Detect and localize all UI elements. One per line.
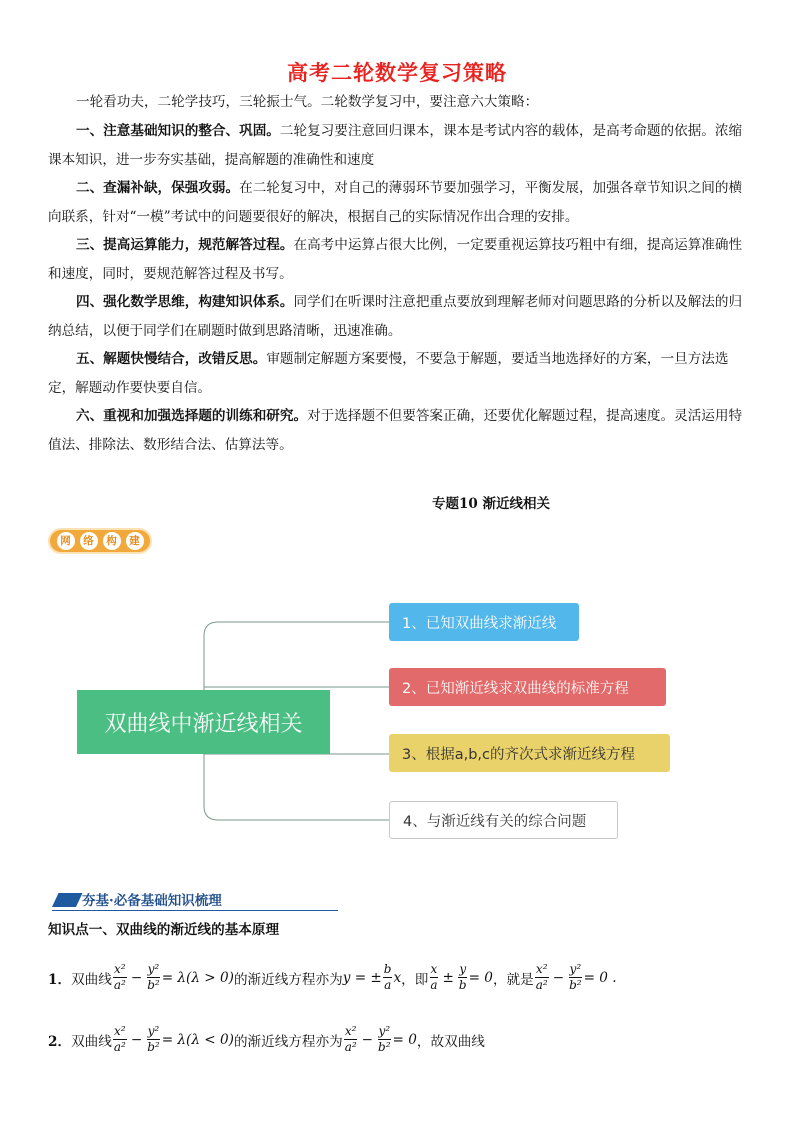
denominator: b²	[147, 978, 160, 992]
section-header-text: 夯基·必备基础知识梳理	[82, 893, 222, 909]
strategy-head: 二、查漏补缺，保强攻弱。	[76, 180, 240, 196]
section-header	[52, 888, 338, 911]
denominator: a²	[113, 978, 126, 992]
text: ，即	[401, 971, 429, 988]
fraction	[377, 1024, 392, 1055]
strategy-head: 三、提高运算能力，规范解答过程。	[76, 237, 294, 253]
badge-char: 建	[126, 532, 144, 550]
numerator: y²	[147, 962, 160, 976]
fraction	[458, 962, 468, 993]
strategy-body: 同学们在听课时注意把重点要放到理解老师对问题思路的分析以及解法的归纳总结，以便于同学们在刷题时做到思路清晰，迅速准确。	[48, 294, 743, 339]
strategy-body: 在高考中运算占很大比例，一定要重视运算技巧粗中有细，提高运算准确性和速度，同时，要规范解答过程及书写。	[48, 237, 743, 282]
fraction	[146, 962, 161, 993]
numerator: x	[430, 962, 438, 976]
badge-char: 络	[80, 532, 98, 550]
mindmap-node-2: 2、已知渐近线求双曲线的标准方程	[389, 668, 666, 706]
strategy-head: 四、强化数学思维，构建知识体系。	[76, 294, 294, 310]
knowledge-point-title: 知识点一、双曲线的渐近线的基本原理	[48, 922, 280, 938]
text: ，故双曲线	[416, 1033, 485, 1050]
fraction	[383, 962, 393, 993]
section-header-bar	[52, 893, 83, 907]
fraction	[146, 1024, 161, 1055]
equals-zero: = 0	[468, 969, 493, 986]
condition: = λ(λ > 0)	[161, 969, 234, 986]
fraction	[568, 962, 583, 993]
text: 的渐近线方程亦为	[233, 971, 343, 988]
connector-4	[204, 754, 389, 820]
page-title: 高考二轮数学复习策略	[287, 61, 507, 85]
formula-line-1	[48, 962, 617, 993]
item-number: 2．	[48, 1033, 72, 1050]
numerator: y²	[569, 962, 582, 976]
text: 的渐近线方程亦为	[233, 1033, 343, 1050]
numerator: x²	[114, 962, 126, 976]
strategy-head: 六、重视和加强选择题的训练和研究。	[76, 408, 308, 424]
denominator: a²	[535, 978, 548, 992]
strategy-body: 审题制定解题方案要慢，不要急于解题，要适当地选择好的方案，一旦方法选定，解题动作要快要自信。	[48, 351, 729, 396]
numerator: y²	[147, 1024, 160, 1038]
operator: ±	[442, 969, 454, 986]
strategy-body: 在二轮复习中，对自己的薄弱环节要加强学习，平衡发展，加强各章节知识之间的横向联系，针对“一模”考试中的问题要很好的解决，根据自己的实际情况作出合理的安排。	[48, 180, 743, 225]
intro-text: 一轮看功夫，二轮学技巧，三轮振士气。二轮数学复习中，要注意六大策略：	[76, 94, 539, 110]
denominator: a²	[344, 1040, 357, 1054]
fraction	[535, 962, 549, 993]
fraction	[113, 962, 127, 993]
numerator: x²	[535, 962, 548, 976]
strategy-head: 五、解题快慢结合，改错反思。	[76, 351, 267, 367]
denominator: b²	[147, 1040, 160, 1054]
denominator: a	[384, 978, 392, 992]
variable: x	[393, 969, 402, 986]
equals-zero: = 0 .	[583, 969, 617, 986]
condition: = λ(λ < 0)	[161, 1031, 234, 1048]
fraction	[429, 962, 438, 993]
mindmap-center-node: 双曲线中渐近线相关	[77, 690, 330, 754]
text: 双曲线	[71, 1033, 112, 1050]
denominator: a	[430, 978, 438, 992]
strategy-body: 二轮复习要注意回归课本，课本是考试内容的载体，是高考命题的依据。浓缩课本知识，进一步夯实基础，提高解题的准确性和速度	[48, 123, 743, 168]
mindmap-node-4: 4、与渐近线有关的综合问题	[389, 801, 618, 839]
denominator: b²	[378, 1040, 391, 1054]
asymptote-lhs: y = ±	[342, 969, 382, 986]
strategy-head: 一、注意基础知识的整合、巩固。	[76, 123, 280, 139]
formula-line-2	[48, 1024, 485, 1055]
operator: −	[130, 969, 143, 986]
connector-1	[204, 622, 389, 690]
operator: −	[130, 1031, 143, 1048]
numerator: x²	[114, 1024, 126, 1038]
mindmap-node-1: 1、已知双曲线求渐近线	[389, 603, 579, 641]
denominator: b²	[569, 978, 582, 992]
strategy-body: 对于选择题不但要答案正确，还要优化解题过程，提高速度。灵活运用特值法、排除法、数形结合法、估算法等。	[48, 408, 743, 453]
text: ，就是	[492, 971, 534, 988]
item-number: 1．	[48, 971, 72, 988]
text: 双曲线	[71, 971, 112, 988]
badge-char: 构	[103, 532, 121, 550]
mindmap-node-3: 3、根据a,b,c的齐次式求渐近线方程	[389, 734, 670, 772]
fraction	[113, 1024, 127, 1055]
numerator: y	[459, 962, 467, 976]
denominator: a²	[113, 1040, 126, 1054]
fraction	[344, 1024, 358, 1055]
numerator: x²	[344, 1024, 357, 1038]
denominator: b	[458, 978, 467, 992]
equals-zero: = 0	[392, 1031, 417, 1048]
operator: −	[552, 969, 565, 986]
numerator: b	[383, 962, 392, 976]
numerator: y²	[378, 1024, 391, 1038]
badge-char: 网	[57, 532, 75, 550]
topic-title: 专题10 渐近线相关	[432, 496, 550, 512]
operator: −	[361, 1031, 374, 1048]
